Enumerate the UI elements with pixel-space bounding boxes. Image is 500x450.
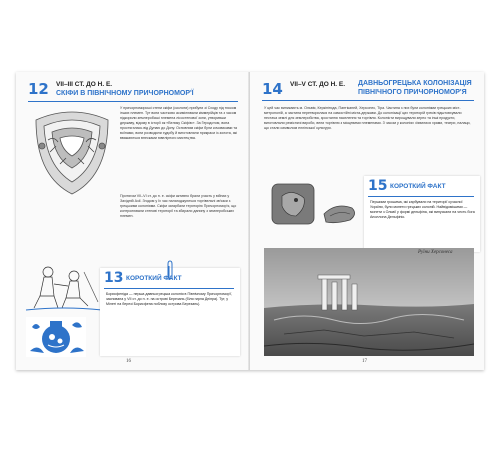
coins-illustration [266, 178, 366, 238]
section-title: СКІФИ В ПІВНІЧНОМУ ПРИЧОРНОМОР'Ї [56, 90, 194, 97]
fact-text: Борисфеніда — перша давньогрецька колонія в Північному Причорномор'ї, заснована у VII ст. до н. е. на острові Березань (біля гирла Дніпра). Тут, у Мілеті на березі Борисфена поблизу острова Березань). [106, 292, 233, 306]
page-number-left: 16 [126, 359, 131, 364]
book-spread [16, 72, 484, 370]
section-date: VII–V СТ. ДО Н. Е. [290, 81, 346, 88]
vase-illustration [26, 317, 86, 357]
pectoral-illustration [30, 106, 114, 198]
second-paragraph: Протягом VII–VI ст. до н. е. скіфи активно брали участь у війнах у Західній Азії. Згодом у їх час налагоджуються торгівельні зв'язки з грецькими колоніями. Скіфи загарбали територію Причорномор'я, що контролювали степові території та збирали данину з землеробських племен. [120, 194, 237, 218]
photo-caption: Руїни Херсонеса [418, 250, 453, 255]
section-number: 14 [262, 80, 283, 98]
scythian-warriors-illustration [24, 262, 104, 312]
header-divider [262, 100, 474, 101]
colonization-paragraph: У цей час виникають м. Ольвія, Керкінітида, Пантікапей, Херсонес, Тіра. Частина з них були колоніями грецьких міст-метрополій, а частина перетворилася на самостійні міста-держави. До колонізації цих територій греків підштовхували нестача землі для землеробства, зростання населення та торгівля. Колоністи вирощували зерно та інші продукти, виготовляли ремісничі вироби, вели торгівлю з місцевими племенами. З часом у колоніях з'явилися храми, театри, палаци, що стали символом еллінської культури. [264, 106, 471, 130]
right-page [250, 72, 484, 370]
fact-title: КОРОТКИЙ ФАКТ [126, 275, 182, 282]
section-title-line1: ДАВНЬОГРЕЦЬКА КОЛОНІЗАЦІЯ [358, 80, 472, 87]
fact-divider [104, 288, 234, 289]
fact-title: КОРОТКИЙ ФАКТ [390, 183, 446, 190]
fact-text: Першими грошима, які карбували на території сучасної України, були монети грецьких колоній. Найвідомішими — монети з Ольвії у формі дельфіна, які випускали на честь бога Аполлона Дельфініо. [370, 200, 475, 219]
header-divider [28, 101, 238, 102]
section-date: VII–III СТ. ДО Н. Е. [56, 81, 113, 88]
fact-number: 15 [368, 178, 388, 194]
paperclip-icon [166, 260, 174, 282]
fact-divider [368, 196, 474, 197]
short-fact-card [364, 176, 480, 252]
section-title-line2: ПІВНІЧНОГО ПРИЧОРНОМОР'Я [358, 89, 467, 96]
section-number: 12 [28, 80, 49, 98]
intro-paragraph: У причорноморські степи скіфи (сколоти) прибули зі Сходу під тиском інших племен. Тут вони частково асимілювали кіммерійців та з часом підкорили землеробські племена лісостепової зони, утворивши державу, відому в історії як «Велику Скіфію». За Геродотом, вона простягалась від Дунаю до Дону. Основним скіфи були кочовиками та воїнами, вони розводили худобу й виготовляли прикраси із золота, які вважаються внесками ювелірного мистецтва. [120, 106, 238, 140]
fact-number: 13 [104, 270, 124, 286]
page-number-right: 17 [362, 359, 367, 364]
chersonesus-ruins-photo [264, 248, 474, 356]
left-page [16, 72, 250, 370]
